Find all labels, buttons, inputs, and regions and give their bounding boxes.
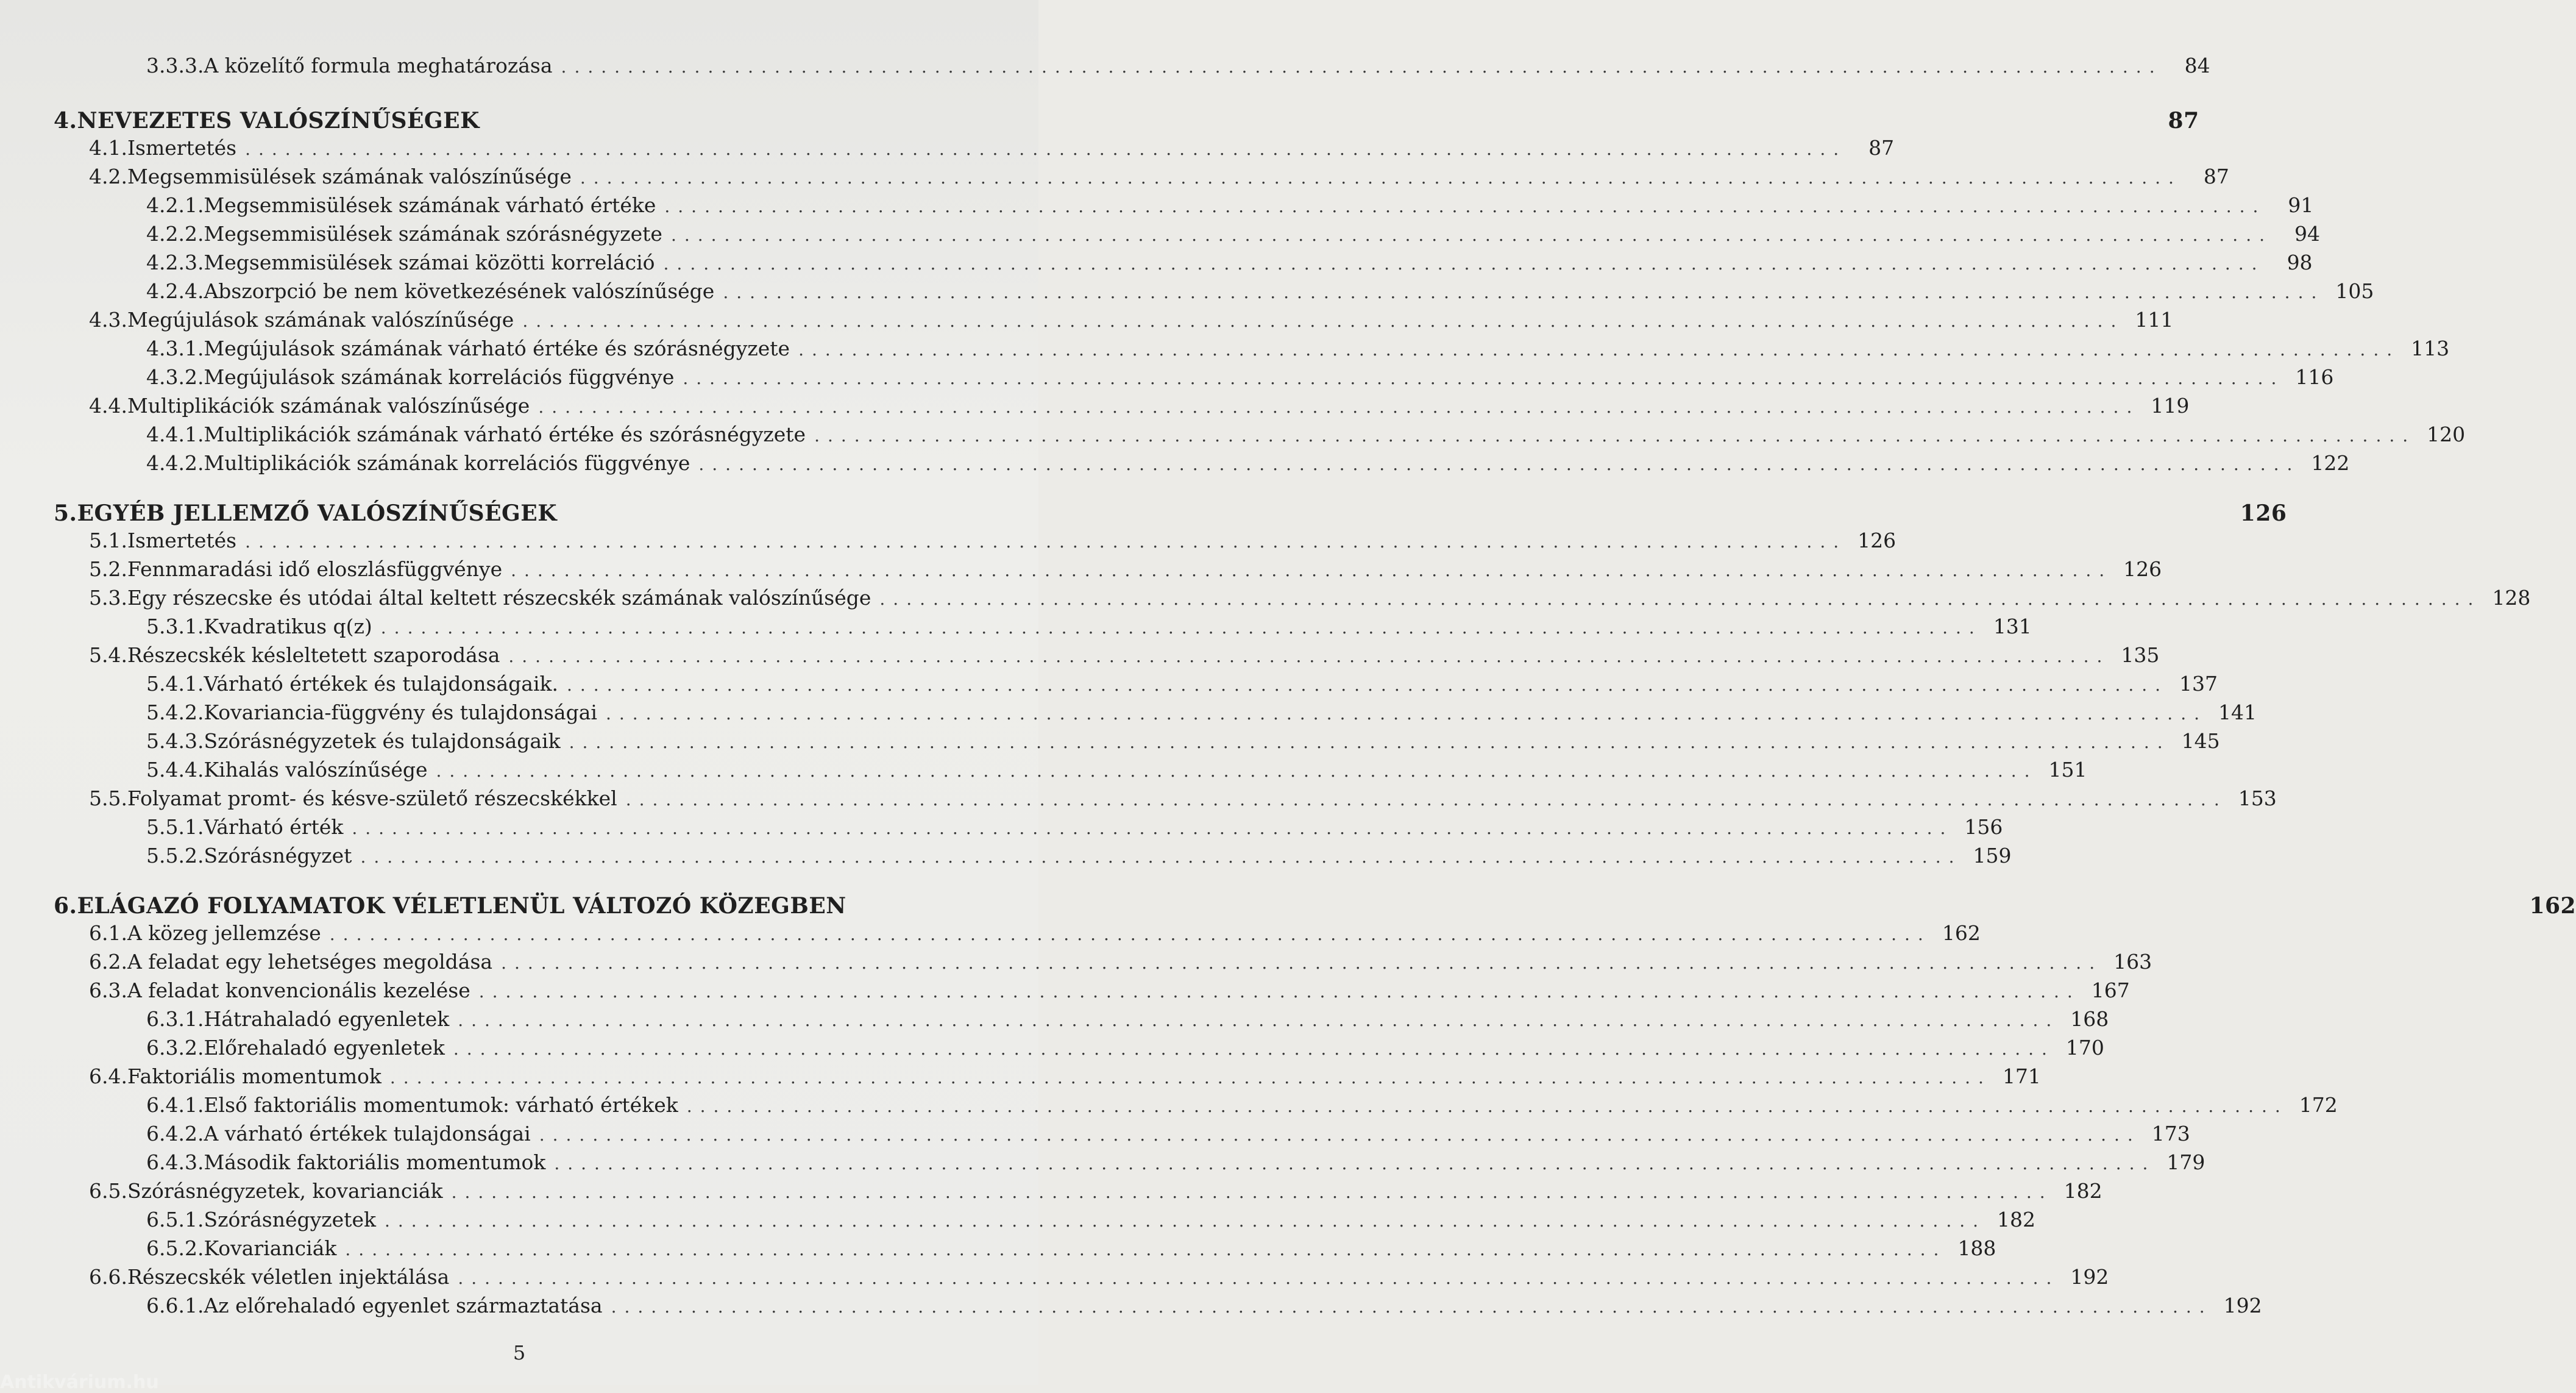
toc-entry-page: 126: [2123, 557, 2162, 581]
toc-entry-number: 6.4.: [89, 1064, 127, 1088]
toc-subsection: [54, 700, 2257, 729]
toc-entry-page: 156: [1964, 815, 2003, 839]
toc-entry-number: 5.2.: [89, 557, 127, 581]
toc-entry-title: Megsemmisülések számának valószínűsége: [127, 165, 572, 188]
dot-leader: ........................................................................................................................: [245, 139, 1847, 159]
toc-section: [54, 643, 2160, 672]
toc-entry-title: Szórásnégyzetek, kovarianciák: [127, 1179, 443, 1203]
toc-entry-number: 6.5.2.: [146, 1236, 204, 1260]
toc-entry-title: Multiplikációk számának korrelációs függvénye: [204, 451, 690, 475]
dot-leader: ........................................................................................................................: [451, 1182, 2053, 1202]
toc-entry-page: 113: [2411, 337, 2450, 360]
toc-entry-page: 137: [2179, 672, 2218, 696]
toc-entry-page: 145: [2181, 729, 2220, 753]
toc-entry-page: 122: [2311, 451, 2350, 475]
toc-subsection: [54, 222, 2320, 251]
toc-entry-title: Kihalás valószínűsége: [204, 758, 428, 782]
toc-section: [54, 586, 2531, 615]
dot-leader: ........................................................................................................................: [879, 589, 2482, 609]
toc-entry-page: 87: [2168, 108, 2199, 134]
toc-entry-number: 4.2.2.: [146, 222, 204, 246]
toc-section: [54, 165, 2229, 193]
toc-entry-number: 4.3.: [89, 308, 127, 332]
toc-entry-page: 135: [2121, 643, 2160, 667]
toc-subsection: [54, 615, 2032, 643]
toc-subsection: [54, 758, 2087, 786]
toc-entry-page: 91: [2288, 193, 2314, 217]
toc-entry-number: 6.3.2.: [146, 1036, 204, 1060]
toc-entry-title: Várható értékek és tulajdonságaik.: [204, 672, 558, 696]
toc-subsection: [54, 365, 2334, 394]
dot-leader: ........................................................................................................................: [580, 168, 2182, 188]
toc-section: [54, 950, 2152, 978]
dot-leader: ........................................................................................................................: [798, 340, 2400, 360]
toc-entry-title: Folyamat promt- és késve-születő részecskékkel: [127, 786, 617, 810]
dot-leader: ........................................................................................................................: [501, 953, 2103, 973]
dot-leader: ........................................................................................................................: [458, 1010, 2060, 1030]
toc-entry-page: 105: [2335, 279, 2374, 303]
toc-entry-number: 5.5.2.: [146, 844, 204, 868]
toc-subsection: [54, 1150, 2205, 1179]
dot-leader: ........................................................................................................................: [389, 1067, 1992, 1088]
toc-entry-number: 6.6.1.: [146, 1294, 204, 1317]
toc-chapter: [54, 486, 2287, 529]
dot-leader: ........................................................................................................................: [554, 1153, 2156, 1174]
toc-section: [54, 136, 1895, 165]
toc-entry-number: 5.4.4.: [146, 758, 204, 782]
toc-entry-page: 116: [2295, 365, 2334, 389]
toc-subsection: [54, 1007, 2109, 1036]
toc-entry-number: 4.3.1.: [146, 337, 204, 360]
toc-section: [54, 529, 1897, 557]
toc-entry-title: Kvadratikus q(z): [204, 615, 372, 638]
toc-subsection: [54, 1036, 2104, 1064]
dot-leader: ........................................................................................................................: [458, 1268, 2060, 1288]
toc-entry-page: 126: [2240, 501, 2287, 526]
toc-entry-page: 111: [2135, 308, 2174, 332]
toc-entry-number: 4.4.2.: [146, 451, 204, 475]
dot-leader: ........................................................................................................................: [663, 254, 2265, 274]
toc-entry-page: 87: [2203, 165, 2229, 188]
toc-entry-number: 4.4.1.: [146, 422, 204, 446]
toc-entry-title: Multiplikációk számának valószínűsége: [127, 394, 530, 418]
toc-entry-page: 159: [1973, 844, 2012, 868]
toc-entry-title: Hátrahaladó egyenletek: [204, 1007, 450, 1031]
dot-leader: ........................................................................................................................: [683, 368, 2285, 388]
toc-entry-title: Abszorpció be nem következésének valószínűsége: [204, 279, 715, 303]
toc-entry-page: 119: [2151, 394, 2190, 418]
toc-entry-number: 5.3.1.: [146, 615, 204, 638]
toc-entry-title: A közelítő formula meghatározása: [204, 54, 553, 77]
toc-entry-title: Ismertetés: [127, 136, 237, 160]
toc-section: [54, 921, 1981, 950]
toc-entry-page: 168: [2070, 1007, 2109, 1031]
toc-entry-title: Kovariancia-függvény és tulajdonságai: [204, 700, 597, 724]
toc-entry-title: ELÁGAZÓ FOLYAMATOK VÉLETLENÜL VÁLTOZÓ KÖZEGBEN: [77, 893, 846, 919]
toc-section: [54, 557, 2162, 586]
toc-entry-page: 126: [1857, 529, 1897, 552]
toc-entry-page: 98: [2287, 251, 2313, 274]
toc-entry-number: 6.4.2.: [146, 1122, 204, 1145]
dot-leader: ........................................................................................................................: [539, 1125, 2141, 1145]
toc-chapter: [54, 878, 2576, 921]
toc-section: [54, 1265, 2109, 1294]
toc-subsection: [54, 54, 2210, 82]
dot-leader: ........................................................................................................................: [380, 618, 1982, 638]
dot-leader: ........................................................................................................................: [723, 282, 2325, 302]
toc-entry-number: 6.6.: [89, 1265, 127, 1289]
watermark: Antikvárium.hu: [0, 1372, 159, 1393]
toc-entry-title: Szórásnégyzetek: [204, 1208, 376, 1231]
toc-entry-title: Várható érték: [204, 815, 344, 839]
toc-entry-number: 4.3.2.: [146, 365, 204, 389]
toc-entry-page: 141: [2218, 700, 2257, 724]
toc-entry-title: Megsemmisülések számának szórásnégyzete: [204, 222, 662, 246]
toc-entry-page: 84: [2184, 54, 2210, 77]
dot-leader: ........................................................................................................................: [478, 982, 2081, 1002]
toc-entry-page: 131: [1993, 615, 2032, 638]
toc-entry-title: Multiplikációk számának várható értéke és szórásnégyzete: [204, 422, 806, 446]
dot-leader: ........................................................................................................................: [611, 1297, 2213, 1317]
toc-entry-title: Második faktoriális momentumok: [204, 1150, 546, 1174]
toc-subsection: [54, 422, 2466, 451]
toc-entry-number: 4.2.4.: [146, 279, 204, 303]
table-of-contents: [54, 54, 2576, 1322]
toc-subsection: [54, 251, 2313, 279]
toc-subsection: [54, 193, 2314, 222]
toc-entry-number: 6.5.: [89, 1179, 127, 1203]
dot-leader: ........................................................................................................................: [384, 1211, 1987, 1231]
toc-entry-page: 182: [1997, 1208, 2036, 1231]
dot-leader: ........................................................................................................................: [686, 1096, 2288, 1116]
toc-entry-number: 5.: [54, 501, 77, 526]
toc-entry-page: 153: [2238, 786, 2277, 810]
toc-entry-page: 188: [1957, 1236, 1996, 1260]
toc-subsection: [54, 1208, 2036, 1236]
dot-leader: ........................................................................................................................: [522, 311, 2124, 331]
toc-entry-title: Egy részecske és utódai által keltett részecskék számának valószínűsége: [127, 586, 871, 610]
toc-entry-page: 162: [2529, 893, 2576, 919]
toc-entry-number: 5.5.1.: [146, 815, 204, 839]
toc-entry-number: 6.2.: [89, 950, 127, 974]
toc-subsection: [54, 729, 2220, 758]
dot-leader: ........................................................................................................................: [625, 789, 2227, 810]
toc-entry-page: 171: [2002, 1064, 2041, 1088]
toc-entry-number: 4.2.3.: [146, 251, 204, 274]
dot-leader: ........................................................................................................................: [245, 532, 1847, 552]
toc-entry-number: 5.3.: [89, 586, 127, 610]
toc-entry-title: Megsemmisülések számai közötti korreláció: [204, 251, 655, 274]
toc-section: [54, 1179, 2102, 1208]
toc-entry-title: Szórásnégyzetek és tulajdonságaik: [204, 729, 561, 753]
toc-section: [54, 394, 2190, 422]
toc-entry-page: 151: [2048, 758, 2087, 782]
toc-entry-title: Részecskék véletlen injektálása: [127, 1265, 450, 1289]
toc-entry-title: Megújulások számának valószínűsége: [127, 308, 514, 332]
toc-entry-number: 4.: [54, 108, 77, 134]
toc-subsection: [54, 844, 2012, 872]
dot-leader: ........................................................................................................................: [698, 454, 2301, 474]
toc-entry-page: 163: [2113, 950, 2152, 974]
toc-entry-number: 6.1.: [89, 921, 127, 945]
toc-section: [54, 786, 2277, 815]
toc-entry-title: Első faktoriális momentumok: várható értékek: [204, 1093, 678, 1117]
toc-entry-number: 5.1.: [89, 529, 127, 552]
toc-entry-title: Kovarianciák: [204, 1236, 337, 1260]
dot-leader: ........................................................................................................................: [436, 761, 2038, 781]
toc-entry-number: 6.3.1.: [146, 1007, 204, 1031]
toc-entry-title: Részecskék késleltetett szaporodása: [127, 643, 500, 667]
toc-entry-number: 6.5.1.: [146, 1208, 204, 1231]
dot-leader: ........................................................................................................................: [569, 732, 2171, 752]
toc-entry-number: 5.5.: [89, 786, 127, 810]
toc-subsection: [54, 1122, 2190, 1150]
toc-entry-number: 4.2.1.: [146, 193, 204, 217]
toc-subsection: [54, 672, 2218, 700]
dot-leader: ........................................................................................................................: [352, 818, 1954, 838]
toc-entry-number: 4.1.: [89, 136, 127, 160]
toc-subsection: [54, 451, 2350, 480]
toc-entry-page: 167: [2091, 978, 2130, 1002]
toc-entry-number: 4.2.: [89, 165, 127, 188]
dot-leader: ........................................................................................................................: [538, 397, 2140, 417]
toc-section: [54, 308, 2174, 337]
toc-entry-page: 162: [1942, 921, 1981, 945]
toc-entry-number: 6.3.: [89, 978, 127, 1002]
toc-subsection: [54, 815, 2003, 844]
toc-subsection: [54, 279, 2374, 308]
toc-section: [54, 1064, 2041, 1093]
toc-entry-title: Fennmaradási idő eloszlásfüggvénye: [127, 557, 503, 581]
toc-entry-page: 192: [2223, 1294, 2262, 1317]
dot-leader: ........................................................................................................................: [605, 704, 2207, 724]
dot-leader: ........................................................................................................................: [345, 1239, 1947, 1259]
toc-entry-number: 5.4.2.: [146, 700, 204, 724]
toc-entry-number: 6.4.1.: [146, 1093, 204, 1117]
toc-entry-page: 128: [2492, 586, 2531, 610]
toc-entry-title: Megújulások számának korrelációs függvénye: [204, 365, 675, 389]
toc-entry-title: Ismertetés: [127, 529, 237, 552]
toc-entry-number: 4.4.: [89, 394, 127, 418]
dot-leader: ........................................................................................................................: [360, 847, 1962, 867]
toc-entry-page: 179: [2166, 1150, 2205, 1174]
toc-entry-number: 6.: [54, 893, 77, 919]
toc-entry-number: 5.4.3.: [146, 729, 204, 753]
toc-subsection: [54, 1093, 2338, 1122]
toc-subsection: [54, 1236, 1996, 1265]
toc-entry-title: EGYÉB JELLEMZŐ VALÓSZÍNŰSÉGEK: [77, 501, 558, 526]
toc-entry-title: Szórásnégyzet: [204, 844, 352, 868]
toc-entry-page: 182: [2063, 1179, 2102, 1203]
toc-entry-page: 172: [2299, 1093, 2338, 1117]
toc-entry-number: 3.3.3.: [146, 54, 204, 77]
toc-subsection: [54, 337, 2450, 365]
page-number: 5: [513, 1341, 526, 1364]
toc-entry-number: 6.4.3.: [146, 1150, 204, 1174]
dot-leader: ........................................................................................................................: [561, 57, 2163, 77]
toc-entry-title: A feladat egy lehetséges megoldása: [127, 950, 493, 974]
dot-leader: ........................................................................................................................: [453, 1039, 2055, 1059]
dot-leader: ........................................................................................................................: [670, 225, 2273, 245]
toc-entry-title: Megsemmisülések számának várható értéke: [204, 193, 656, 217]
toc-entry-number: 5.4.: [89, 643, 127, 667]
toc-entry-page: 173: [2151, 1122, 2190, 1145]
toc-entry-page: 94: [2294, 222, 2320, 246]
toc-entry-title: A várható értékek tulajdonságai: [204, 1122, 531, 1145]
toc-section: [54, 978, 2130, 1007]
toc-entry-title: A közeg jellemzése: [127, 921, 321, 945]
toc-chapter: [54, 93, 2199, 136]
toc-entry-number: 5.4.1.: [146, 672, 204, 696]
toc-entry-title: A feladat konvencionális kezelése: [127, 978, 470, 1002]
toc-entry-title: Az előrehaladó egyenlet származtatása: [204, 1294, 603, 1317]
toc-entry-page: 87: [1868, 136, 1895, 160]
dot-leader: ........................................................................................................................: [814, 426, 2416, 446]
toc-entry-page: 170: [2065, 1036, 2104, 1060]
toc-entry-title: Előrehaladó egyenletek: [204, 1036, 445, 1060]
dot-leader: ........................................................................................................................: [664, 196, 2266, 216]
dot-leader: ........................................................................................................................: [567, 675, 2169, 695]
dot-leader: ........................................................................................................................: [329, 924, 1931, 944]
toc-entry-title: Faktoriális momentumok: [127, 1064, 381, 1088]
toc-entry-page: 120: [2427, 422, 2466, 446]
toc-entry-title: NEVEZETES VALÓSZÍNŰSÉGEK: [77, 108, 480, 134]
dot-leader: ........................................................................................................................: [508, 646, 2110, 666]
dot-leader: ........................................................................................................................: [511, 560, 2113, 580]
toc-subsection: [54, 1294, 2262, 1322]
toc-entry-page: 192: [2070, 1265, 2109, 1289]
toc-entry-title: Megújulások számának várható értéke és szórásnégyzete: [204, 337, 790, 360]
